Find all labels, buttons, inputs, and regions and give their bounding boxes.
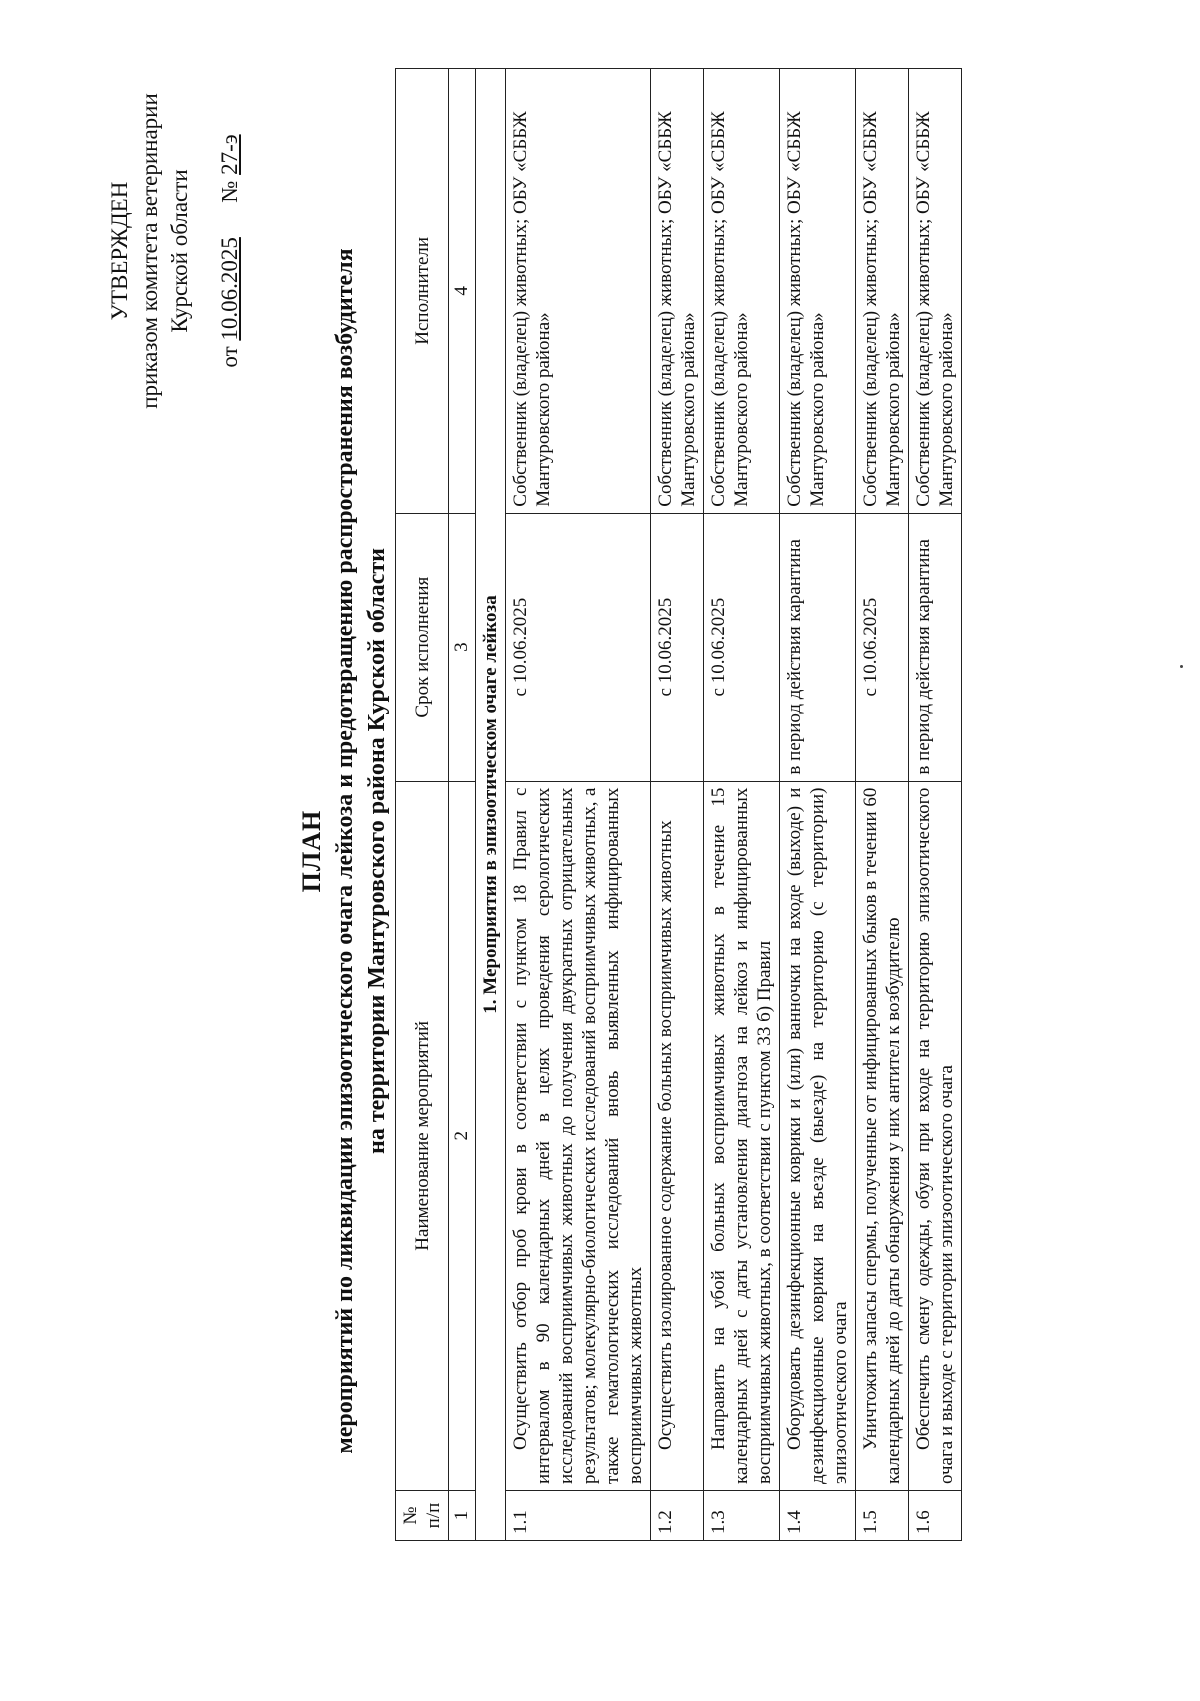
approval-date-line bbox=[215, 71, 245, 431]
table-row bbox=[704, 69, 780, 1541]
row-name: Направить на убой больных восприимчивых животных в течение 15 календарных дней с даты установления диагноза на лейкоз и инфицированных восприимчивых животных, в соответствии с пунктом 33 б) Правил bbox=[704, 781, 780, 1490]
row-num: 1.5 bbox=[856, 1491, 909, 1541]
row-exec: Собственник (владелец) животных; ОБУ «СББЖ Мантуровского района» bbox=[780, 69, 856, 514]
row-name: Оборудовать дезинфекционные коврики и (или) ванночки на входе (выходе) и дезинфекционные коврики на въезде (выезде) на территорию (с территории) эпизоотического очага bbox=[780, 781, 856, 1490]
header-exec: Исполнители bbox=[396, 69, 449, 514]
title-line-1: мероприятий по ликвидации эпизоотического очага лейкоза и предотвращению распространения возбудителя bbox=[332, 248, 358, 1454]
table-row bbox=[909, 69, 962, 1541]
section-row bbox=[476, 69, 506, 1541]
row-term: с 10.06.2025 bbox=[704, 513, 780, 781]
row-name: Осуществить изолированное содержание больных восприимчивых животных bbox=[651, 781, 704, 1490]
table-row bbox=[651, 69, 704, 1541]
approval-date: 10.06.2025 bbox=[217, 237, 242, 341]
approval-number: 27-э bbox=[217, 134, 242, 175]
approval-region: Курской области bbox=[167, 169, 192, 333]
row-num: 1.6 bbox=[909, 1491, 962, 1541]
scan-speck bbox=[1180, 665, 1183, 668]
table-header-row bbox=[396, 69, 449, 1541]
row-num: 1.3 bbox=[704, 1491, 780, 1541]
row-name: Осуществить отбор проб крови в соответствии с пунктом 18 Правил с интервалом в 90 календарных дней в целях проведения серологических исследований восприимчивых животных до получения двукратных отрицательных результатов; молекулярно-биологических исследований восприимчивых животных, а также гематологических исследований вновь выявленных инфицированных восприимчивых животных bbox=[506, 781, 651, 1490]
plan-table bbox=[395, 68, 962, 1541]
section-title: 1. Мероприятия в эпизоотическом очаге лейкоза bbox=[476, 69, 506, 1541]
row-name: Обеспечить смену одежды, обуви при входе на территорию эпизоотического очага и выходе с территории эпизоотического очага bbox=[909, 781, 962, 1490]
col-index-1: 1 bbox=[449, 1491, 476, 1541]
col-index-4: 4 bbox=[449, 69, 476, 514]
row-term: в период действия карантина bbox=[780, 513, 856, 781]
row-name: Уничтожить запасы спермы, полученные от инфицированных быков в течении 60 календарных дней до даты обнаружения у них антител к возбудителю bbox=[856, 781, 909, 1490]
row-term: с 10.06.2025 bbox=[651, 513, 704, 781]
title-line-2: на территории Мантуровского района Курской области bbox=[364, 548, 390, 1154]
table-row bbox=[506, 69, 651, 1541]
row-term: с 10.06.2025 bbox=[506, 513, 651, 781]
row-num: 1.2 bbox=[651, 1491, 704, 1541]
row-exec: Собственник (владелец) животных; ОБУ «СББЖ Мантуровского района» bbox=[506, 69, 651, 514]
date-prefix: от bbox=[217, 346, 242, 368]
table-row bbox=[856, 69, 909, 1541]
approval-word: УТВЕРЖДЕН bbox=[107, 181, 132, 321]
approval-order: приказом комитета ветеринарии bbox=[137, 93, 162, 409]
row-term: в период действия карантина bbox=[909, 513, 962, 781]
row-num: 1.1 bbox=[506, 1491, 651, 1541]
header-num: № п/п bbox=[396, 1491, 449, 1541]
col-index-2: 2 bbox=[449, 781, 476, 1490]
row-exec: Собственник (владелец) животных; ОБУ «СББЖ Мантуровского района» bbox=[704, 69, 780, 514]
header-name: Наименование мероприятий bbox=[396, 781, 449, 1490]
table-row bbox=[780, 69, 856, 1541]
document-title bbox=[295, 141, 393, 1561]
approval-block bbox=[105, 71, 245, 431]
row-exec: Собственник (владелец) животных; ОБУ «СББЖ Мантуровского района» bbox=[909, 69, 962, 514]
row-num: 1.4 bbox=[780, 1491, 856, 1541]
number-prefix: № bbox=[217, 180, 242, 203]
row-term: с 10.06.2025 bbox=[856, 513, 909, 781]
row-exec: Собственник (владелец) животных; ОБУ «СББЖ Мантуровского района» bbox=[856, 69, 909, 514]
title-heading: ПЛАН bbox=[297, 809, 326, 893]
header-term: Срок исполнения bbox=[396, 513, 449, 781]
column-index-row bbox=[449, 69, 476, 1541]
col-index-3: 3 bbox=[449, 513, 476, 781]
row-exec: Собственник (владелец) животных; ОБУ «СББЖ Мантуровского района» bbox=[651, 69, 704, 514]
